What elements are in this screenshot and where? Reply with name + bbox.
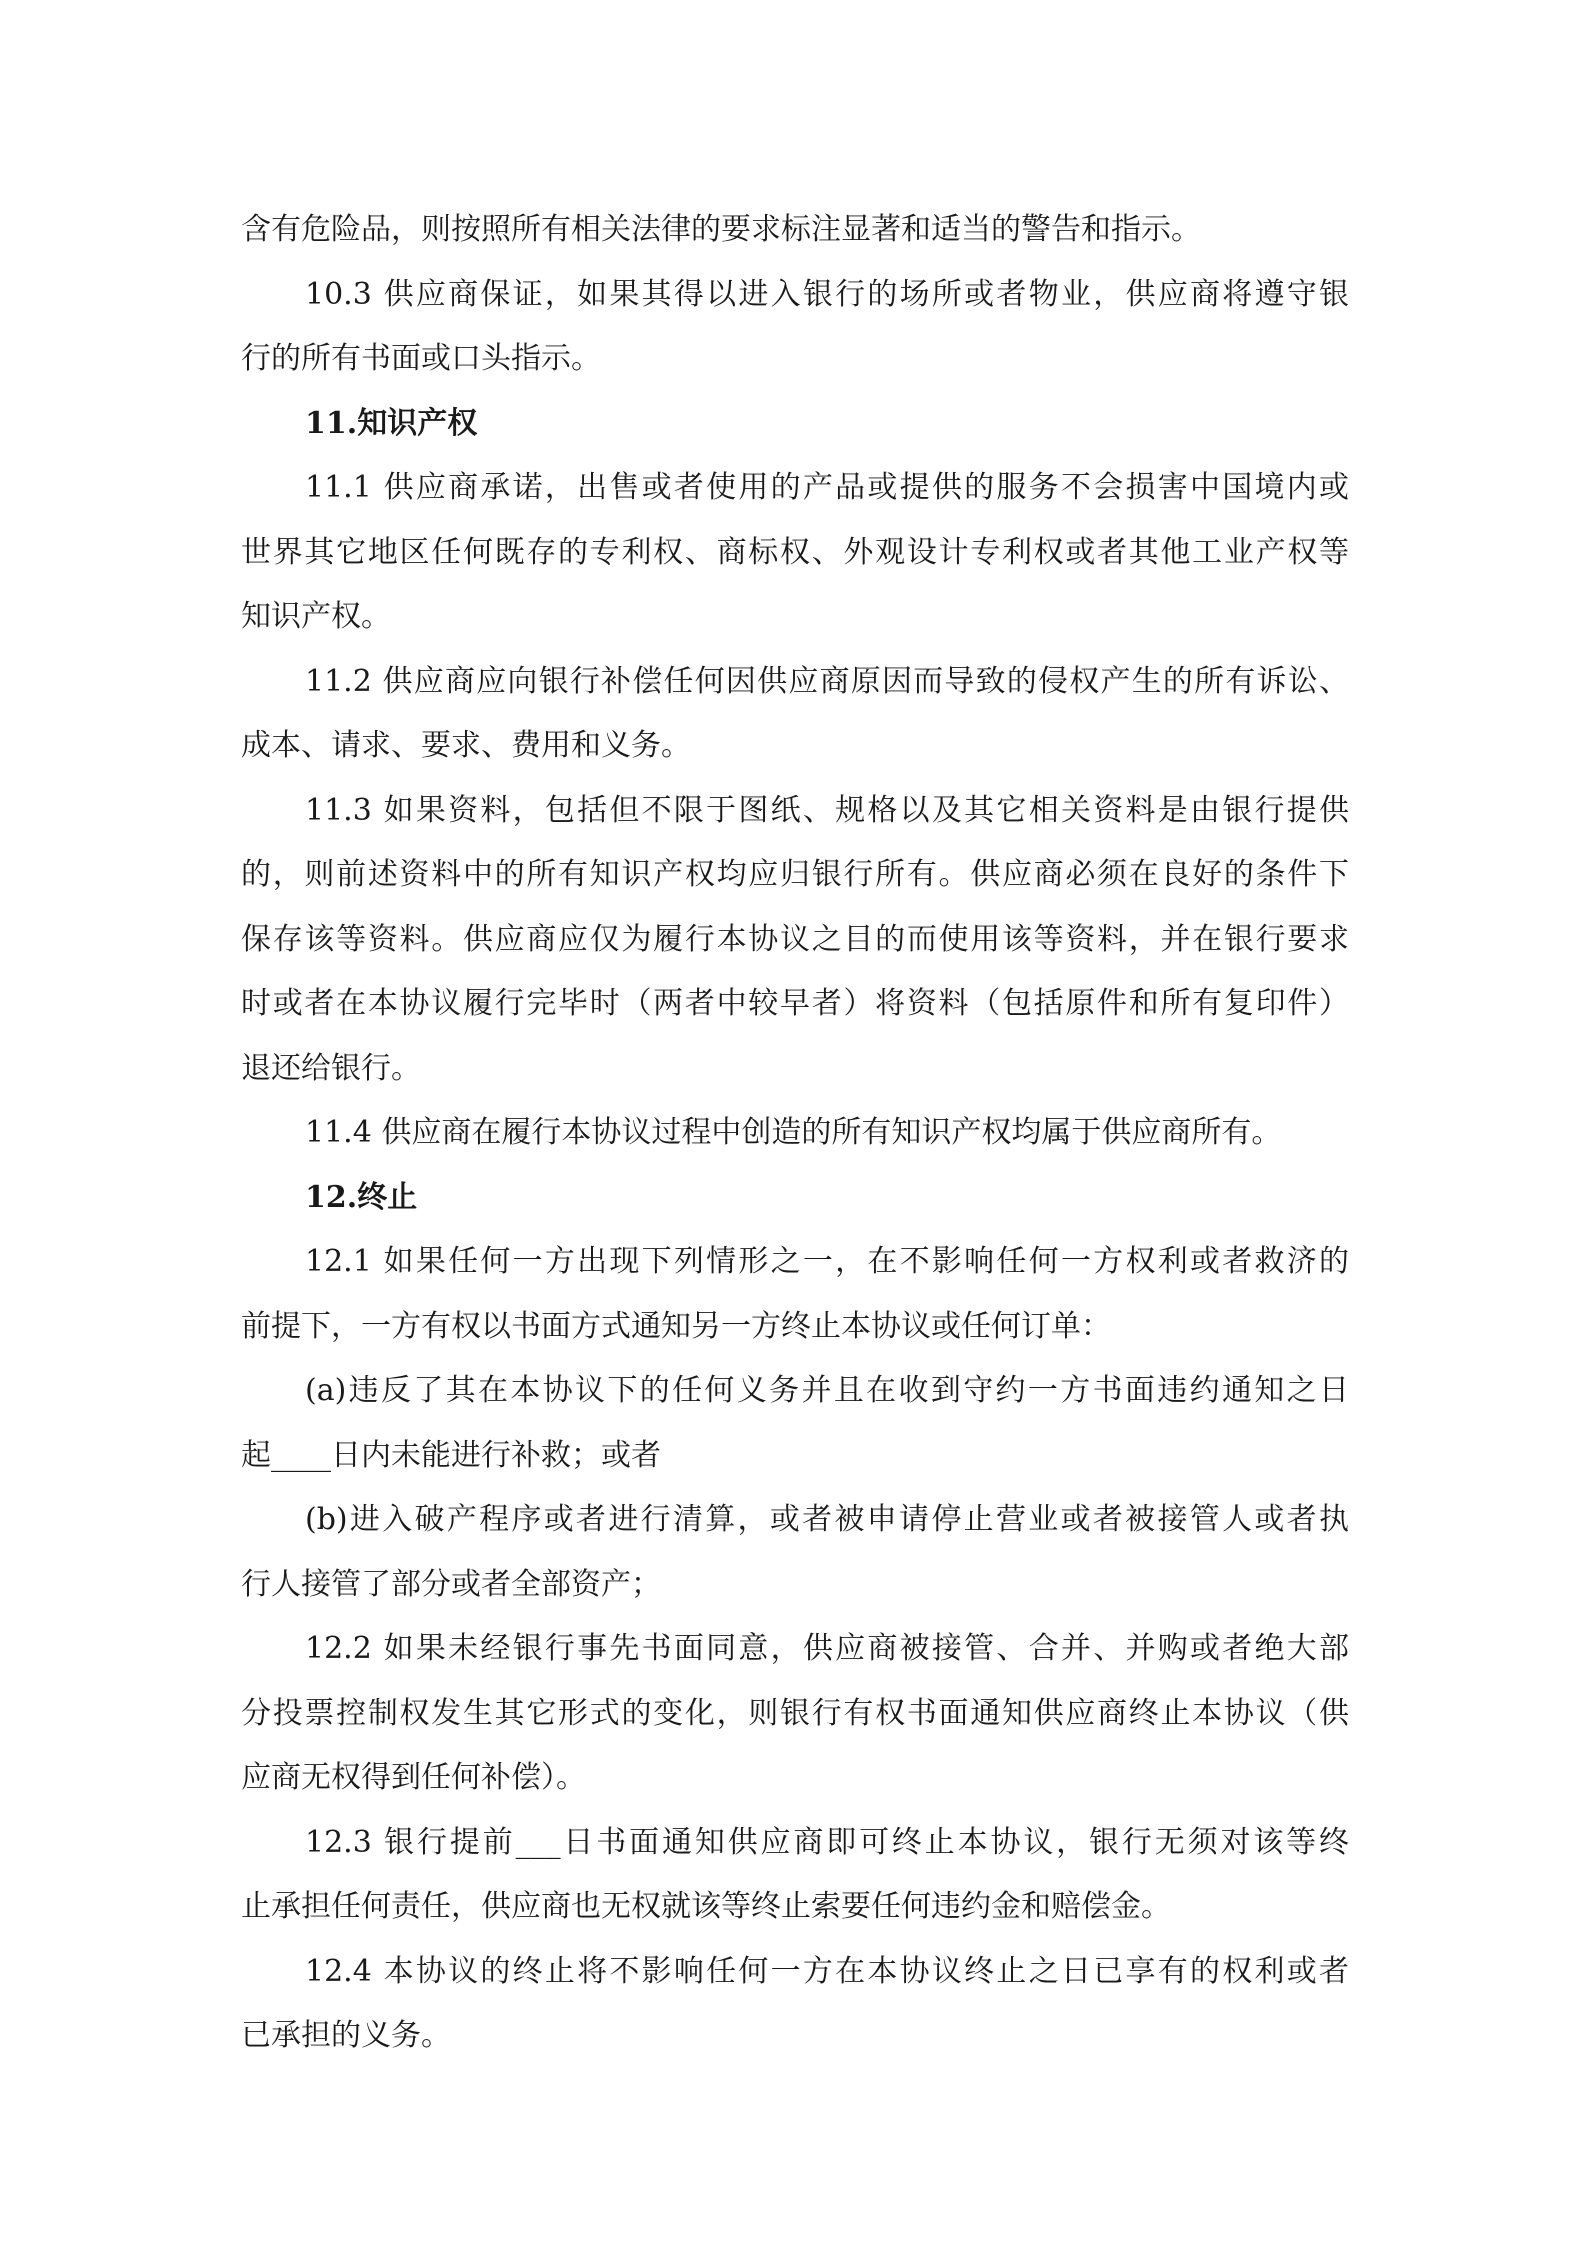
text-line: 知识产权。 (241, 599, 391, 634)
clause-11-4: 11.4 供应商在履行本协议过程中创造的所有知识产权均属于供应商所有。 (305, 1115, 1282, 1150)
text-line: 前提下，一方有权以书面方式通知另一方终止本协议或任何订单： (241, 1308, 1111, 1344)
clause-12-1-a: (a)违反了其在本协议下的任何义务并且在收到守约一方书面违约通知之日 (305, 1373, 1349, 1408)
text-line: 含有危险品，则按照所有相关法律的要求标注显著和适当的警告和指示。 (241, 212, 1201, 247)
clause-12-4: 12.4 本协议的终止将不影响任何一方在本协议终止之日已享有的权利或者 (305, 1953, 1349, 1989)
text-line: 已承担的义务。 (241, 2018, 451, 2053)
text-line: 止承担任何责任，供应商也无权就该等终止索要任何违约金和赔偿金。 (241, 1889, 1171, 1924)
text-line: 保存该等资料。供应商应仅为履行本协议之目的而使用该等资料，并在银行要求 (241, 921, 1349, 957)
clause-11-2: 11.2 供应商应向银行补偿任何因供应商原因而导致的侵权产生的所有诉讼、 (305, 663, 1349, 699)
clause-12-1-b: (b)进入破产程序或者进行清算，或者被申请停止营业或者被接管人或者执 (305, 1502, 1349, 1537)
text-line: 起____日内未能进行补救；或者 (241, 1437, 661, 1473)
clause-10-3: 10.3 供应商保证，如果其得以进入银行的场所或者物业，供应商将遵守银 (305, 276, 1349, 312)
text-line: 成本、请求、要求、费用和义务。 (241, 728, 691, 763)
text-line: 行人接管了部分或者全部资产； (241, 1566, 661, 1602)
section-heading-11: 11.知识产权 (305, 405, 478, 441)
document-body (241, 198, 1349, 2069)
clause-12-1: 12.1 如果任何一方出现下列情形之一，在不影响任何一方权利或者救济的 (305, 1244, 1349, 1279)
clause-12-3: 12.3 银行提前___日书面通知供应商即可终止本协议，银行无须对该等终 (305, 1824, 1349, 1860)
text-line: 分投票控制权发生其它形式的变化，则银行有权书面通知供应商终止本协议（供 (241, 1695, 1349, 1731)
text-line: 退还给银行。 (241, 1050, 421, 1086)
text-line: 行的所有书面或口头指示。 (241, 341, 601, 376)
text-line: 的，则前述资料中的所有知识产权均应归银行所有。供应商必须在良好的条件下 (241, 857, 1349, 892)
clause-12-2: 12.2 如果未经银行事先书面同意，供应商被接管、合并、并购或者绝大部 (305, 1631, 1349, 1666)
text-line: 时或者在本协议履行完毕时（两者中较早者）将资料（包括原件和所有复印件） (241, 986, 1349, 1021)
clause-11-1: 11.1 供应商承诺，出售或者使用的产品或提供的服务不会损害中国境内或 (305, 470, 1349, 505)
section-heading-12: 12.终止 (305, 1179, 418, 1215)
text-line: 应商无权得到任何补偿）。 (241, 1760, 586, 1795)
clause-11-3: 11.3 如果资料，包括但不限于图纸、规格以及其它相关资料是由银行提供 (305, 792, 1349, 828)
text-line: 世界其它地区任何既存的专利权、商标权、外观设计专利权或者其他工业产权等 (241, 534, 1349, 570)
